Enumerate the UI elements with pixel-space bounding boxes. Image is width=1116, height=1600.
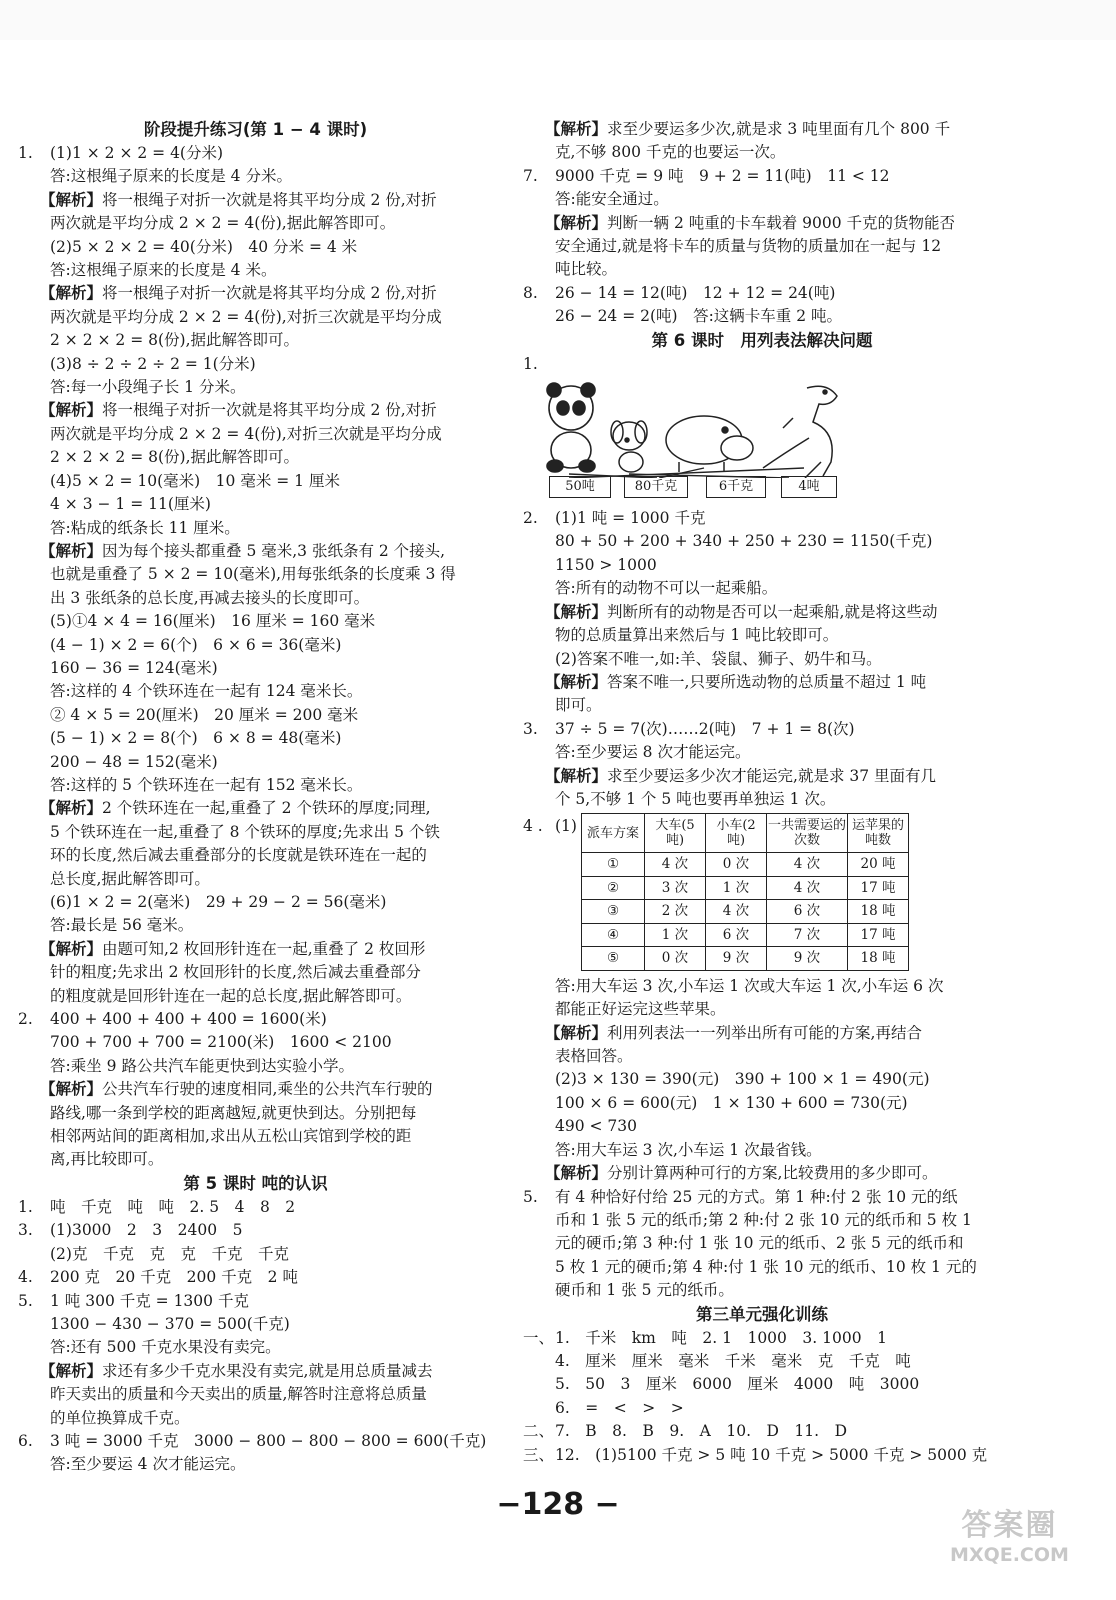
text-line: 答:最长是 56 毫米。: [50, 916, 194, 935]
question-4: [523, 813, 1001, 971]
table-cell: ③: [582, 900, 645, 924]
text-line: 答:乘坐 9 路公共汽车能更快到达实验小学。: [50, 1056, 354, 1075]
text-line: 490 < 730: [555, 1117, 638, 1136]
line-text: 答案不唯一,只要所选动物的总质量不超过 1 吨: [607, 672, 927, 691]
analysis-line: [18, 938, 493, 961]
analysis-line: [18, 399, 493, 422]
line-text: 吨 千克 吨 吨 2. 5 4 8 2: [50, 1197, 296, 1216]
text-line: 克,不够 800 千克的也要运一次。: [555, 143, 786, 162]
line-text: 公共汽车行驶的速度相同,乘坐的公共汽车行驶的: [102, 1080, 433, 1099]
table-cell: 2 次: [645, 900, 706, 924]
table-row: [582, 923, 909, 947]
text-line: 离,再比较即可。: [50, 1150, 164, 1169]
question-line: [18, 1430, 493, 1453]
analysis-tag: 【解析】: [40, 190, 103, 209]
weight-label-box: 4吨: [781, 476, 837, 498]
text-line: 5. 50 3 厘米 6000 厘米 4000 吨 3000: [555, 1375, 920, 1394]
table-cell: 4 次: [767, 876, 848, 900]
line-text: 判断所有的动物是否可以一起乘船,就是将这些动: [607, 602, 938, 621]
table-cell: 4 次: [706, 900, 767, 924]
question-number: 4.: [18, 1268, 33, 1287]
analysis-tag: 【解析】: [40, 284, 103, 303]
line-text: 求还有多少千克水果没有卖完,就是用总质量减去: [102, 1361, 433, 1380]
text-line: (3)8 ÷ 2 ÷ 2 ÷ 2 = 1(分米): [50, 354, 256, 373]
table-row: [582, 876, 909, 900]
analysis-tag: 【解析】: [545, 1164, 608, 1183]
text-line: 4 × 3 − 1 = 11(厘米): [50, 495, 211, 514]
line-text: 因为每个接头都重叠 5 毫米,3 张纸条有 2 个接头,: [102, 541, 446, 560]
weight-label-box: 6千克: [706, 476, 766, 498]
weight-label-box: 50吨: [549, 476, 611, 498]
question-line: [18, 142, 493, 165]
analysis-tag: 【解析】: [40, 939, 103, 958]
line-text: 400 + 400 + 400 + 400 = 1600(米): [50, 1010, 327, 1029]
analysis-tag: 【解析】: [545, 602, 608, 621]
analysis-tag: 【解析】: [40, 1361, 103, 1380]
text-line: 答:每一小段绳子长 1 分米。: [50, 378, 246, 397]
analysis-tag: 【解析】: [545, 213, 608, 232]
text-line: 5 个铁环连在一起,重叠了 8 个铁环的厚度;先求出 5 个铁: [50, 822, 440, 841]
analysis-line: [523, 671, 1001, 694]
right-section-b: [523, 507, 1001, 811]
question-number: 6.: [18, 1431, 33, 1450]
line-text: 求至少要运多少次才能运完,就是求 37 里面有几: [607, 766, 937, 785]
line-text: 2 个铁环连在一起,重叠了 2 个铁环的厚度;同理,: [102, 799, 431, 818]
question-number: 1.: [18, 144, 33, 162]
question-line: [523, 1186, 1001, 1209]
text-line: (6)1 × 2 = 2(毫米) 29 + 29 − 2 = 56(毫米): [50, 893, 387, 911]
question-number: 2.: [18, 1010, 33, 1029]
text-line: (2)5 × 2 × 2 = 40(分米) 40 分米 = 4 米: [50, 237, 358, 256]
text-line: 表格回答。: [555, 1047, 633, 1066]
line-text: 将一根绳子对折一次就是将其平均分成 2 份,对折: [102, 284, 437, 303]
line-text: 求至少要运多少次,就是求 3 吨里面有几个 800 千: [607, 120, 951, 138]
text-line: 总长度,据此解答即可。: [50, 869, 210, 888]
table-cell: 9 次: [706, 947, 767, 971]
text-line: 答:至少要运 4 次才能运完。: [50, 1455, 246, 1474]
text-line: 1300 − 430 − 370 = 500(千克): [50, 1314, 290, 1333]
text-line: 答:能安全通过。: [555, 190, 669, 209]
table-cell: 3 次: [645, 876, 706, 900]
question-number: 2.: [523, 509, 538, 528]
analysis-tag: 【解析】: [40, 1080, 103, 1099]
text-line: (2)答案不唯一,如:羊、袋鼠、狮子、奶牛和马。: [555, 649, 882, 668]
text-line: 答:粘成的纸条长 11 厘米。: [50, 518, 240, 537]
text-line: 安全通过,就是将卡车的质量与货物的质量加在一起与 12: [555, 237, 942, 256]
table-cell: 1 次: [645, 923, 706, 947]
text-line: 个 5,不够 1 个 5 吨也要再单独运 1 次。: [555, 789, 836, 808]
analysis-line: [523, 118, 1001, 141]
text-line: 1150 > 1000: [555, 555, 657, 574]
transport-plan-table: [581, 813, 909, 971]
text-line: 硬币和 1 张 5 元的纸币。: [555, 1281, 734, 1300]
text-line: 币和 1 张 5 元的纸币;第 2 种:付 2 张 10 元的纸币和 5 枚 1: [555, 1210, 972, 1229]
text-line: 答:这根绳子原来的长度是 4 分米。: [50, 167, 292, 186]
analysis-tag: 【解析】: [545, 120, 608, 138]
table-cell: 20 吨: [848, 853, 909, 877]
table-header: 一共需要运的次数: [767, 814, 848, 853]
text-line: 两次就是平均分成 2 × 2 = 4(份),据此解答即可。: [50, 214, 396, 233]
question-line: [18, 1196, 493, 1219]
animal-matching-figure: [523, 378, 1001, 503]
question-line: [523, 353, 1001, 376]
line-text: 有 4 种恰好付给 25 元的方式。第 1 种:付 2 张 10 元的纸: [555, 1187, 958, 1206]
line-text: 将一根绳子对折一次就是将其平均分成 2 份,对折: [102, 190, 437, 209]
line-text: 200 克 20 千克 200 千克 2 吨: [50, 1268, 298, 1287]
text-line: 答:用大车运 3 次,小车运 1 次或大车运 1 次,小车运 6 次: [555, 976, 944, 995]
table-cell: 6 次: [767, 900, 848, 924]
table-cell: ②: [582, 876, 645, 900]
line-text: 26 − 14 = 12(吨) 12 + 12 = 24(吨): [555, 283, 836, 302]
text-line: 2 × 2 × 2 = 8(份),据此解答即可。: [50, 448, 299, 467]
hippo-icon: [666, 416, 753, 472]
text-line: 答:至少要运 8 次才能运完。: [555, 743, 751, 762]
question-line: [523, 1420, 1001, 1443]
text-line: 的单位换算成千克。: [50, 1408, 190, 1427]
question-line: [523, 282, 1001, 305]
question-line: [523, 1444, 1001, 1467]
text-line: 答:这根绳子原来的长度是 4 米。: [50, 261, 277, 280]
question-line: [18, 1008, 493, 1031]
question-number: 一、: [523, 1328, 555, 1347]
text-line: 也就是重叠了 5 × 2 = 10(毫米),用每张纸条的长度乘 3 得: [50, 565, 456, 584]
table-cell: 6 次: [706, 923, 767, 947]
question-line: [18, 1290, 493, 1313]
analysis-line: [18, 282, 493, 305]
text-line: 的粗度就是回形针连在一起的总长度,据此解答即可。: [50, 986, 412, 1005]
text-line: 环的长度,然后减去重叠部分的长度就是铁环连在一起的: [50, 846, 427, 865]
text-line: 答:还有 500 千克水果没有卖完。: [50, 1338, 281, 1357]
text-line: 2 × 2 × 2 = 8(份),据此解答即可。: [50, 331, 299, 350]
analysis-tag: 【解析】: [40, 799, 103, 818]
table-row: [582, 853, 909, 877]
text-line: (5)①4 × 4 = 16(厘米) 16 厘米 = 160 毫米: [50, 612, 376, 631]
analysis-tag: 【解析】: [545, 1023, 608, 1042]
line-text: 3 吨 = 3000 千克 3000 − 800 − 800 − 800 = 600(千克): [50, 1431, 487, 1450]
text-line: 即可。: [555, 696, 602, 715]
table-cell: ④: [582, 923, 645, 947]
question-line: [523, 718, 1001, 741]
text-line: 700 + 700 + 700 = 2100(米) 1600 < 2100: [50, 1033, 392, 1052]
analysis-tag: 【解析】: [545, 766, 608, 785]
text-line: 200 − 48 = 152(毫米): [50, 752, 218, 771]
analysis-line: [523, 1022, 1001, 1045]
table-row: [582, 947, 909, 971]
table-cell: 0 次: [645, 947, 706, 971]
section-title: 第 6 课时 用列表法解决问题: [651, 330, 873, 350]
analysis-line: [523, 212, 1001, 235]
question-number: 5.: [523, 1187, 538, 1206]
question-number: 三、: [523, 1445, 555, 1464]
text-line: ② 4 × 5 = 20(厘米) 20 厘米 = 200 毫米: [50, 705, 359, 724]
text-line: 两次就是平均分成 2 × 2 = 4(份),对折三次就是平均分成: [50, 424, 442, 443]
text-line: 元的硬币;第 3 种:付 1 张 10 元的纸币、2 张 5 元的纸币和: [555, 1234, 964, 1253]
line-text: 9000 千克 = 9 吨 9 + 2 = 11(吨) 11 < 12: [555, 166, 890, 185]
text-line: 答:所有的动物不可以一起乘船。: [555, 579, 778, 598]
table-cell: 0 次: [706, 853, 767, 877]
text-line: 针的粗度;先求出 2 枚回形针的长度,然后减去重叠部分: [50, 963, 421, 982]
text-line: 26 − 24 = 2(吨) 答:这辆卡车重 2 吨。: [555, 307, 843, 326]
right-section-c: [523, 975, 1001, 1467]
analysis-line: [18, 540, 493, 563]
text-line: 都能正好运完这些苹果。: [555, 1000, 726, 1019]
table-cell: 18 吨: [848, 947, 909, 971]
table-cell: 7 次: [767, 923, 848, 947]
table-cell: ①: [582, 853, 645, 877]
table-cell: 4 次: [767, 853, 848, 877]
table-cell: ⑤: [582, 947, 645, 971]
right-column: [523, 118, 1001, 1467]
text-line: 两次就是平均分成 2 × 2 = 4(份),对折三次就是平均分成: [50, 307, 442, 326]
text-line: 出 3 张纸条的总长度,再减去接头的长度即可。: [50, 588, 370, 607]
text-line: 物的总质量算出来然后与 1 吨比较即可。: [555, 626, 839, 645]
scan-top-margin: [0, 0, 1116, 40]
text-line: (5 − 1) × 2 = 8(个) 6 × 8 = 48(毫米): [50, 729, 342, 748]
question-number: 3.: [18, 1221, 33, 1240]
text-line: 80 + 50 + 200 + 340 + 250 + 230 = 1150(千克): [555, 532, 933, 551]
text-line: (4)5 × 2 = 10(毫米) 10 毫米 = 1 厘米: [50, 471, 340, 490]
analysis-line: [523, 1162, 1001, 1185]
line-text: 利用列表法一一列举出所有可能的方案,再结合: [607, 1023, 922, 1042]
table-cell: 18 吨: [848, 900, 909, 924]
text-line: 4. 厘米 厘米 毫米 千米 毫米 克 千克 吨: [555, 1351, 911, 1370]
question-line: [523, 507, 1001, 530]
table-cell: 17 吨: [848, 876, 909, 900]
question-line: [523, 1327, 1001, 1350]
line-text: (1)3000 2 3 2400 5: [50, 1221, 243, 1240]
question-number: 5.: [18, 1291, 33, 1310]
table-header: 大车(5 吨): [645, 814, 706, 853]
line-text: (1)1 × 2 × 2 = 4(分米): [50, 144, 224, 162]
line-text: 由题可知,2 枚回形针连在一起,重叠了 2 枚回形: [102, 939, 426, 958]
part-label: (1): [555, 817, 577, 836]
question-line: [523, 165, 1001, 188]
line-text: 判断一辆 2 吨重的卡车载着 9000 千克的货物能否: [607, 213, 956, 232]
analysis-tag: 【解析】: [40, 401, 103, 420]
text-line: 昨天卖出的质量和今天卖出的质量,解答时注意将总质量: [50, 1385, 427, 1404]
question-number: 8.: [523, 283, 538, 302]
question-number: 7.: [523, 166, 538, 185]
table-header: 运苹果的吨数: [848, 814, 909, 853]
line-text: 将一根绳子对折一次就是将其平均分成 2 份,对折: [102, 401, 437, 420]
animal-illustration: [539, 378, 879, 478]
section-title: 阶段提升练习(第 1 − 4 课时): [143, 120, 368, 139]
text-line: 答:这样的 5 个铁环连在一起有 152 毫米长。: [50, 775, 363, 794]
analysis-line: [18, 1078, 493, 1101]
line-text: 1. 千米 km 吨 2. 1 1000 3. 1000 1: [555, 1328, 887, 1347]
line-text: (1)1 吨 = 1000 千克: [555, 509, 706, 528]
line-text: 分别计算两种可行的方案,比较费用的多少即可。: [607, 1164, 938, 1183]
question-number: 3.: [523, 719, 538, 738]
table-header: 小车(2 吨): [706, 814, 767, 853]
analysis-line: [18, 189, 493, 212]
weight-label-box: 80千克: [624, 476, 688, 498]
analysis-line: [18, 1360, 493, 1383]
question-line: [18, 1266, 493, 1289]
dinosaur-icon: [763, 386, 837, 478]
table-row: [582, 900, 909, 924]
table-cell: 9 次: [767, 947, 848, 971]
analysis-tag: 【解析】: [40, 541, 103, 560]
text-line: (4 − 1) × 2 = 6(个) 6 × 6 = 36(毫米): [50, 635, 342, 654]
table-header: 派车方案: [582, 814, 645, 853]
section-title: 第三单元强化训练: [696, 1304, 828, 1324]
text-line: (2)克 千克 克 克 千克 千克: [50, 1244, 289, 1263]
question-number: 4 .: [523, 817, 543, 836]
question-line: [18, 1219, 493, 1242]
text-line: 吨比较。: [555, 260, 618, 279]
question-number: 1.: [18, 1197, 33, 1216]
watermark-logo: 答案圈 MXQE.COM: [950, 1508, 1069, 1566]
line-text: 12. (1)5100 千克 > 5 吨 10 千克 > 5000 千克 > 5000 克: [555, 1445, 988, 1464]
analysis-line: [523, 601, 1001, 624]
dog-icon: [611, 421, 647, 472]
text-line: 100 × 6 = 600(元) 1 × 130 + 600 = 730(元): [555, 1093, 908, 1112]
analysis-line: [523, 765, 1001, 788]
analysis-line: [18, 797, 493, 820]
panda-icon: [547, 383, 595, 472]
line-text: 37 ÷ 5 = 7(次)……2(吨) 7 + 1 = 8(次): [555, 719, 855, 738]
left-column: [18, 118, 493, 1477]
page-number: −128 −: [496, 1487, 620, 1522]
table-cell: 17 吨: [848, 923, 909, 947]
text-line: 160 − 36 = 124(毫米): [50, 658, 218, 677]
line-text: 7. B 8. B 9. A 10. D 11. D: [555, 1422, 847, 1441]
table-cell: 4 次: [645, 853, 706, 877]
table-cell: 1 次: [706, 876, 767, 900]
text-line: 答:这样的 4 个铁环连在一起有 124 毫米长。: [50, 682, 363, 701]
text-line: 路线,哪一条到学校的距离越短,就更快到达。分别把每: [50, 1103, 417, 1122]
text-line: 相邻两站间的距离相加,求出从五松山宾馆到学校的距: [50, 1127, 412, 1146]
line-text: 1 吨 300 千克 = 1300 千克: [50, 1291, 249, 1310]
text-line: 5 枚 1 元的硬币;第 4 种:付 1 张 10 元的纸币、10 枚 1 元的: [555, 1257, 977, 1276]
right-section-a: [523, 118, 1001, 376]
text-line: 6. = < > >: [555, 1398, 684, 1417]
section-title: 第 5 课时 吨的认识: [183, 1173, 328, 1193]
question-number: 二、: [523, 1422, 555, 1441]
analysis-tag: 【解析】: [545, 672, 608, 691]
table-header-row: [582, 814, 909, 853]
text-line: 答:用大车运 3 次,小车运 1 次最省钱。: [555, 1140, 822, 1159]
question-number: 1.: [523, 354, 538, 373]
text-line: (2)3 × 130 = 390(元) 390 + 100 × 1 = 490(元): [555, 1070, 930, 1089]
